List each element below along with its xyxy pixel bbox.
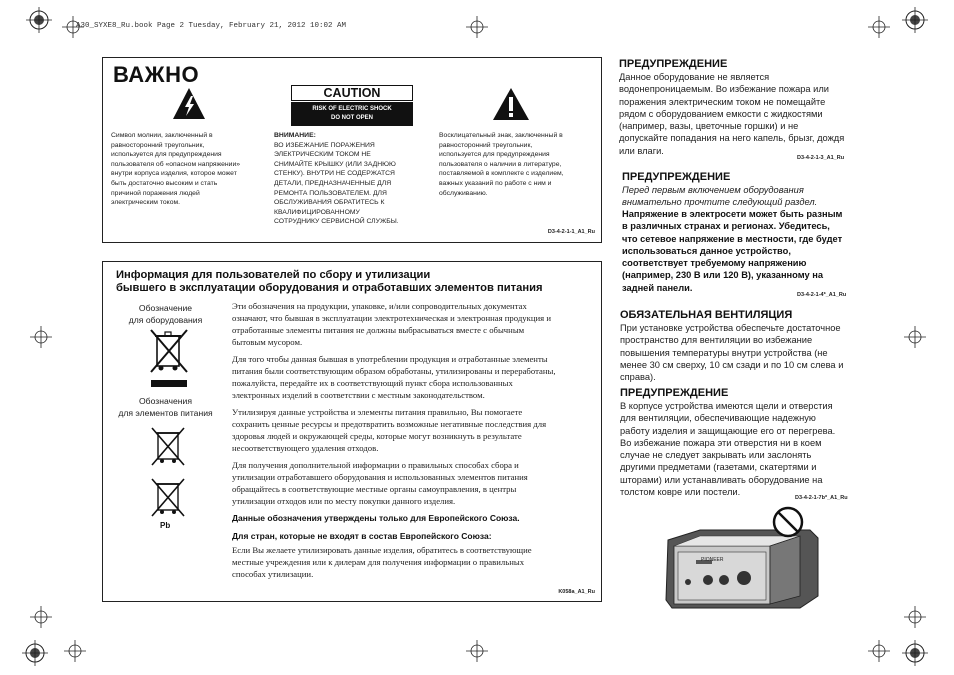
warning-2-title: ПРЕДУПРЕЖДЕНИЕ xyxy=(622,171,731,183)
crosshair-mark-bottom-1 xyxy=(64,640,86,662)
warning-2-bold: Напряжение в электросети может быть разным в различных странах и регионах. Убедитесь, что сетевое напряжение в местности, где будет использоваться данное устройство, соответствует требуемому напряжению (например, 230 В или 120 В), указанному на задней панели. xyxy=(622,209,843,293)
important-code: D3-4-2-1-1_A1_Ru xyxy=(547,229,595,235)
crossed-bin-battery-pb-icon xyxy=(148,478,188,527)
eu-only-note: Данные обозначения утверждены только для Европейского Союза. xyxy=(232,513,520,523)
disposal-paragraph-5: Если Вы желаете утилизировать данные изделия, обратитесь в соответствующие местные учреждения или к дилерам для получения информации о правильных способах утилизации. xyxy=(232,545,532,579)
disposal-paragraph-1: Эти обозначения на продукции, упаковке, и/или сопроводительных документах означают, что бывшая в эксплуатации электротехническая и электронная продукция и отработанные элементы питания не должны выбрасываться вместе с обычным бытовым мусором. xyxy=(232,301,551,347)
crosshair-mark-left-mid xyxy=(30,326,52,348)
crossed-bin-equipment-icon xyxy=(147,328,191,395)
disposal-code: K058a_A1_Ru xyxy=(558,589,595,595)
book-file-header: A30_SYXE8_Ru.book Page 2 Tuesday, February 21, 2012 10:02 AM xyxy=(76,22,347,30)
exclamation-description: Восклицательный знак, заключенный в равносторонний треугольник, используется для предупреждения пользователя о наличии в литературе, поставляемой в комплекте с изделием, важных указаний по работе с ним и обслуживанию. xyxy=(439,132,564,197)
caution-label: CAUTION xyxy=(291,85,413,101)
warning-1-title: ПРЕДУПРЕЖДЕНИЕ xyxy=(619,58,728,70)
caution-description: ВНИМАНИЕ: ВО ИЗБЕЖАНИЕ ПОРАЖЕНИЯ ЭЛЕКТРИЧЕСКИМ ТОКОМ НЕ СНИМАЙТЕ КРЫШКУ (ИЛИ ЗАДНЮЮ СТЕНКУ). ВНУТРИ НЕ СОДЕРЖАТСЯ ДЕТАЛИ, ПРЕДНАЗНАЧЕННЫЕ ДЛЯ РЕМОНТА ПОЛЬЗОВАТЕЛЕМ. ДЛЯ ОБСЛУЖИВАНИЯ ОБРАТИТЕСЬ К КВАЛИФИЦИРОВАННОМУ СОТРУДНИКУ СЕРВИСНОЙ СЛУЖБЫ. xyxy=(274,132,399,226)
crosshair-mark-right-mid xyxy=(904,326,926,348)
equipment-symbol-label: Обозначение для оборудования xyxy=(128,303,203,325)
registration-mark-bottom-right xyxy=(902,640,928,666)
caution-sub-label: RISK OF ELECTRIC SHOCK DO NOT OPEN xyxy=(291,102,413,126)
disposal-paragraph-2: Для того чтобы данная бывшая в употреблении продукция и отработанные элементы питания были соответствующим образом обработаны, утилизированы и переработаны, пожалуйста, передайте их в соответствующий пункт сбора использованных электронных изделий в соответствии с местным законодательством. xyxy=(232,354,556,400)
exclamation-warning-icon xyxy=(491,86,531,127)
warning-1-code: D3-4-2-1-3_A1_Ru xyxy=(797,155,845,161)
registration-mark-top-right xyxy=(902,7,928,33)
crosshair-mark-bottom-3 xyxy=(868,640,890,662)
device-brand-label: PIONEER xyxy=(701,557,724,563)
important-box xyxy=(102,57,602,243)
disposal-title: Информация для пользователей по сбору и утилизации бывшего в эксплуатации оборудования и отработавших элементов питания xyxy=(116,269,543,294)
lightning-warning-icon xyxy=(171,86,207,127)
batteries-symbol-label: Обозначения для элементов питания xyxy=(118,396,213,418)
warning-3-title: ПРЕДУПРЕЖДЕНИЕ xyxy=(620,387,729,399)
crosshair-mark-top-3 xyxy=(868,16,890,38)
registration-mark-top-left xyxy=(26,7,52,33)
registration-mark-bottom-left xyxy=(22,640,48,666)
warning-3-code: D3-4-2-1-7b*_A1_Ru xyxy=(795,495,848,501)
ventilation-text: При установке устройства обеспечьте достаточное пространство для вентиляции во избежание повышения температуры внутри устройства (не менее 30 см сверху, 10 см сзади и по 10 см слева и справа). xyxy=(620,323,844,383)
disposal-paragraph-3: Утилизируя данные устройства и элементы питания правильно, Вы помогаете сохранить ценные ресурсы и предотвратить возможные негативные последствия для здоровья людей и окружающей среды, которые могут возникнуть в результате несоответствующего удаления отходов. xyxy=(232,407,547,453)
pb-label: Pb xyxy=(160,521,171,530)
crosshair-mark-bottom-left xyxy=(30,606,52,628)
warning-2-code: D3-4-2-1-4*_A1_Ru xyxy=(797,292,847,298)
crosshair-mark-bottom-right xyxy=(904,606,926,628)
device-covered-illustration xyxy=(660,500,825,620)
non-eu-heading: Для стран, которые не входят в состав Европейского Союза: xyxy=(232,531,492,541)
warning-3-text: В корпусе устройства имеются щели и отверстия для вентиляции, обеспечивающие надежную работу изделия и защищающие его от перегрева. Во избежание пожара эти отверстия ни в коем случае не следует закрывать или заслонять другими предметами (газетами, скатертями и шторами) или устанавливать оборудование на толстом ковре или постели. xyxy=(620,401,836,498)
important-title: ВАЖНО xyxy=(113,62,200,87)
ventilation-title: ОБЯЗАТЕЛЬНАЯ ВЕНТИЛЯЦИЯ xyxy=(620,309,793,321)
crossed-bin-battery-icon xyxy=(148,427,188,476)
disposal-paragraph-4: Для получения дополнительной информации о правильных способах сбора и утилизации отработавшего оборудования и использованных элементов питания обращайтесь в соответствующие местные органы самоуправления, в центры утилизации отходов или по месту покупки данного изделия. xyxy=(232,460,528,506)
disposal-info-box xyxy=(102,261,602,602)
lightning-description: Символ молнии, заключенный в равносторонний треугольник, используется для предупреждения пользователя об «опасном напряжении» внутри корпуса изделия, которое может быть достаточно высоким и стать причиной поражения людей электрическим током. xyxy=(111,132,241,207)
warning-1-text: Данное оборудование не является водонепроницаемым. Во избежание пожара или поражения электрическим током не помещайте рядом с оборудованием емкости с жидкостями (например, вазы, цветочные горшки) и не допускайте попадания на него капель, брызг, дождя или влаги. xyxy=(619,72,845,156)
crosshair-mark-top-2 xyxy=(466,16,488,38)
warning-2-italic: Перед первым включением оборудования внимательно прочтите следующий раздел. xyxy=(622,185,818,208)
crosshair-mark-bottom-2 xyxy=(466,640,488,662)
